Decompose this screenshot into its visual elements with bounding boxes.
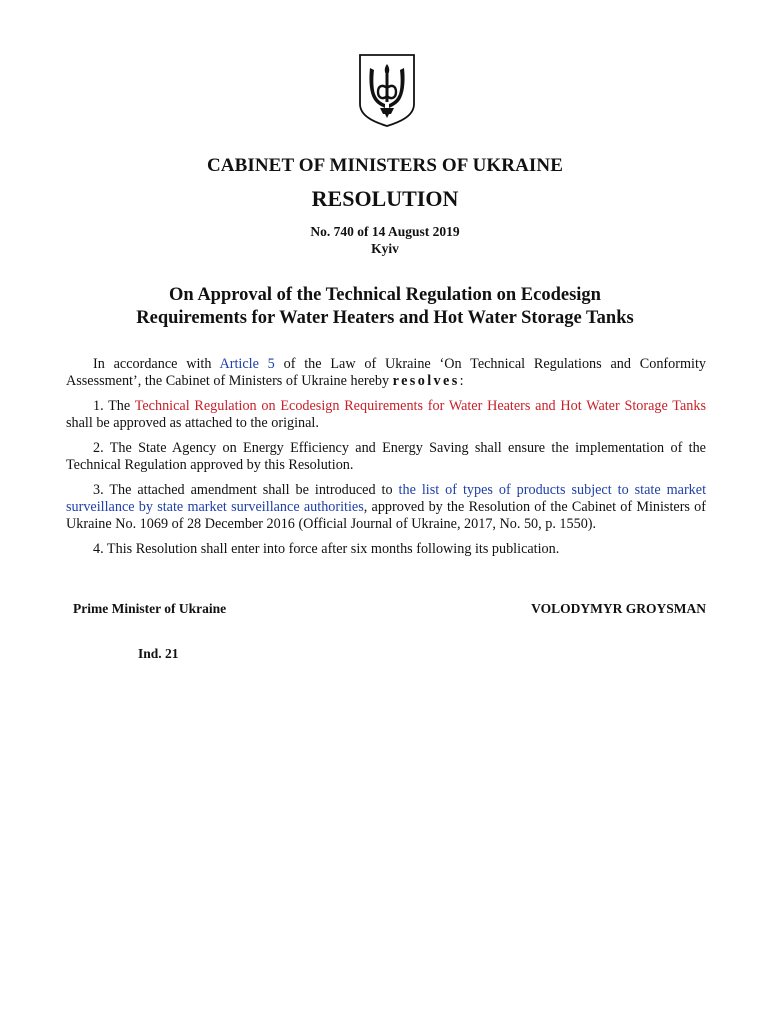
title-line-2: Requirements for Water Heaters and Hot Water Storage Tanks	[136, 308, 634, 328]
item-1-text-after-link: shall be approved as attached to the original.	[66, 415, 319, 431]
intro-text-after-link: of the Law of Ukraine ‘On Technical Regulations and Conformity Assessment’, the Cabinet of Ministers of Ukraine hereby	[66, 356, 706, 389]
title-line-1: On Approval of the Technical Regulation on Ecodesign	[169, 285, 601, 305]
resolves-emphasis: resolves	[392, 373, 460, 389]
item-3-text-after-link: , approved by the Resolution of the Cabinet of Ministers of Ukraine No. 1069 of 28 December 2016 (Official Journal of Ukraine, 2017, No. 50, p. 1550).	[66, 499, 706, 532]
intro-paragraph	[66, 356, 706, 390]
item-1-text-before-link: 1. The	[93, 398, 135, 414]
document-title	[60, 284, 710, 330]
intro-end: :	[459, 373, 464, 389]
item-2-paragraph: 2. The State Agency on Energy Efficiency and Energy Saving shall ensure the implementation of the Technical Regulation approved by this Resolution.	[66, 440, 706, 473]
organization-name: CABINET OF MINISTERS OF UKRAINE	[206, 155, 564, 176]
document-place: Kyiv	[371, 241, 399, 256]
intro-text-before-link: In accordance with	[93, 356, 220, 372]
article-5-link[interactable]: Article 5	[219, 356, 275, 372]
document-type: RESOLUTION	[311, 186, 459, 211]
signatory-position: Prime Minister of Ukraine	[73, 601, 227, 616]
document-number-date: No. 740 of 14 August 2019	[310, 224, 460, 239]
item-3-text-before-link: 3. The attached amendment shall be introduced to	[93, 482, 399, 498]
ukraine-trident-coat-of-arms-icon	[356, 52, 418, 128]
item-4-paragraph: 4. This Resolution shall enter into force after six months following its publication.	[93, 541, 560, 557]
document-index: Ind. 21	[138, 646, 179, 661]
item-3-paragraph	[66, 482, 706, 533]
document-body	[66, 356, 706, 566]
item-1-paragraph	[66, 398, 706, 432]
technical-regulation-link[interactable]: Technical Regulation on Ecodesign Requirements for Water Heaters and Hot Water Storage Tanks	[134, 398, 706, 414]
product-list-link[interactable]: the list of types of products subject to state market surveillance by state market surveillance authorities	[66, 482, 707, 515]
signatory-name: VOLODYMYR GROYSMAN	[531, 601, 706, 616]
